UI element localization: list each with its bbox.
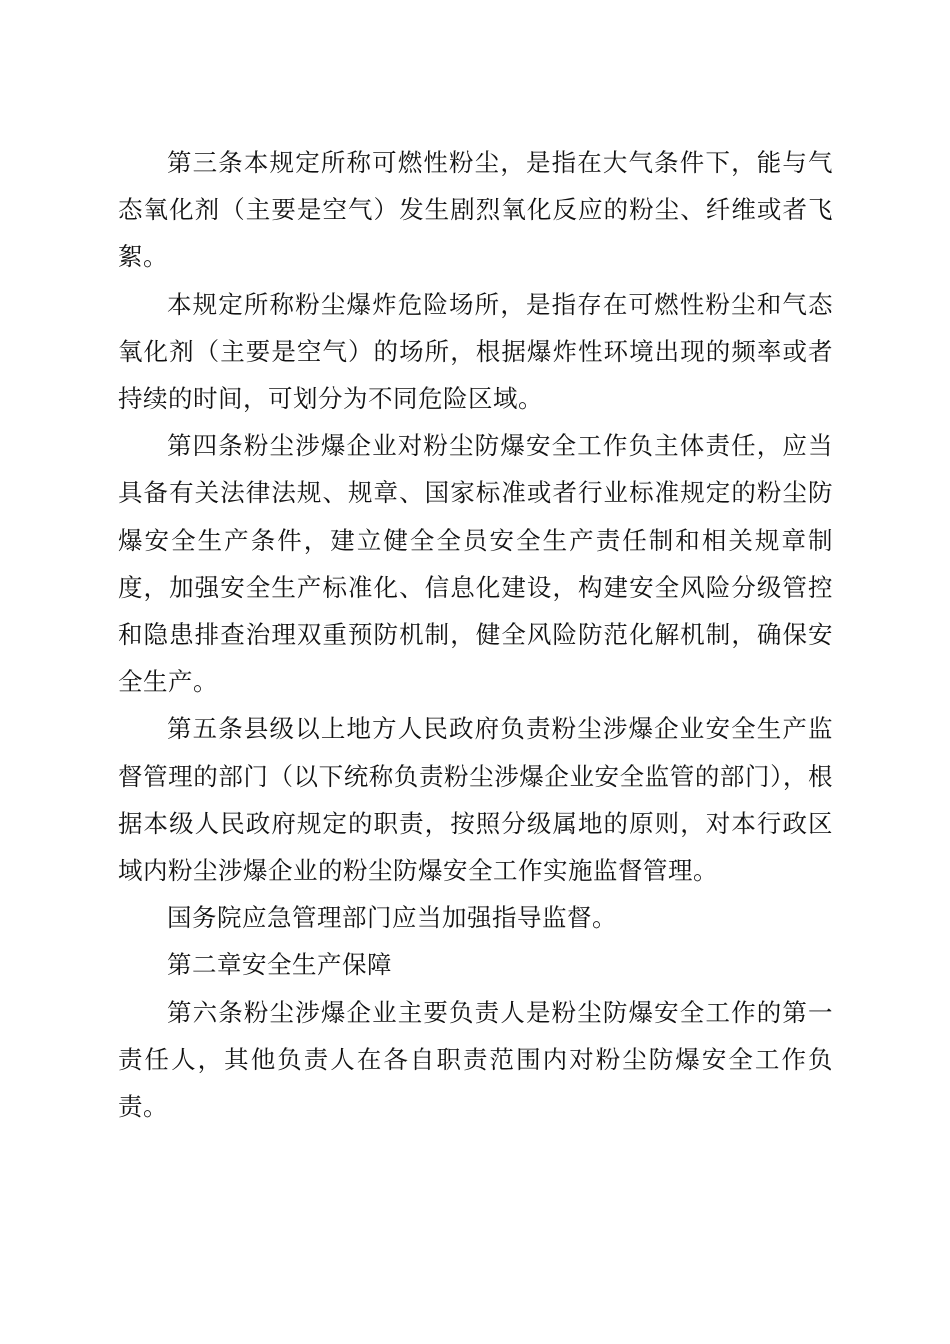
paragraph-article-6: 第六条粉尘涉爆企业主要负责人是粉尘防爆安全工作的第一责任人，其他负责人在各自职责范围内对粉尘防爆安全工作负责。 <box>118 997 833 1122</box>
paragraph-article-3: 第三条本规定所称可燃性粉尘，是指在大气条件下，能与气态氧化剂（主要是空气）发生剧烈氧化反应的粉尘、纤维或者飞絮。 <box>118 148 833 272</box>
paragraph-state-council-guidance: 国务院应急管理部门应当加强指导监督。 <box>167 903 617 933</box>
paragraph-article-4: 第四条粉尘涉爆企业对粉尘防爆安全工作负主体责任，应当具备有关法律法规、规章、国家标准或者行业标准规定的粉尘防爆安全生产条件，建立健全全员安全生产责任制和相关规章制度，加强安全生产标准化、信息化建设，构建安全风险分级管控和隐患排查治理双重预防机制，健全风险防范化解机制，确保安全生产。 <box>118 431 833 697</box>
paragraph-article-5: 第五条县级以上地方人民政府负责粉尘涉爆企业安全生产监督管理的部门（以下统称负责粉尘涉爆企业安全监管的部门），根据本级人民政府规定的职责，按照分级属地的原则，对本行政区域内粉尘涉爆企业的粉尘防爆安全工作实施监督管理。 <box>118 714 833 886</box>
chapter-heading: 第二章安全生产保障 <box>167 950 392 980</box>
document-body <box>118 139 833 1130</box>
paragraph-dust-explosion-hazard-area: 本规定所称粉尘爆炸危险场所，是指存在可燃性粉尘和气态氧化剂（主要是空气）的场所，根据爆炸性环境出现的频率或者持续的时间，可划分为不同危险区域。 <box>118 289 833 414</box>
